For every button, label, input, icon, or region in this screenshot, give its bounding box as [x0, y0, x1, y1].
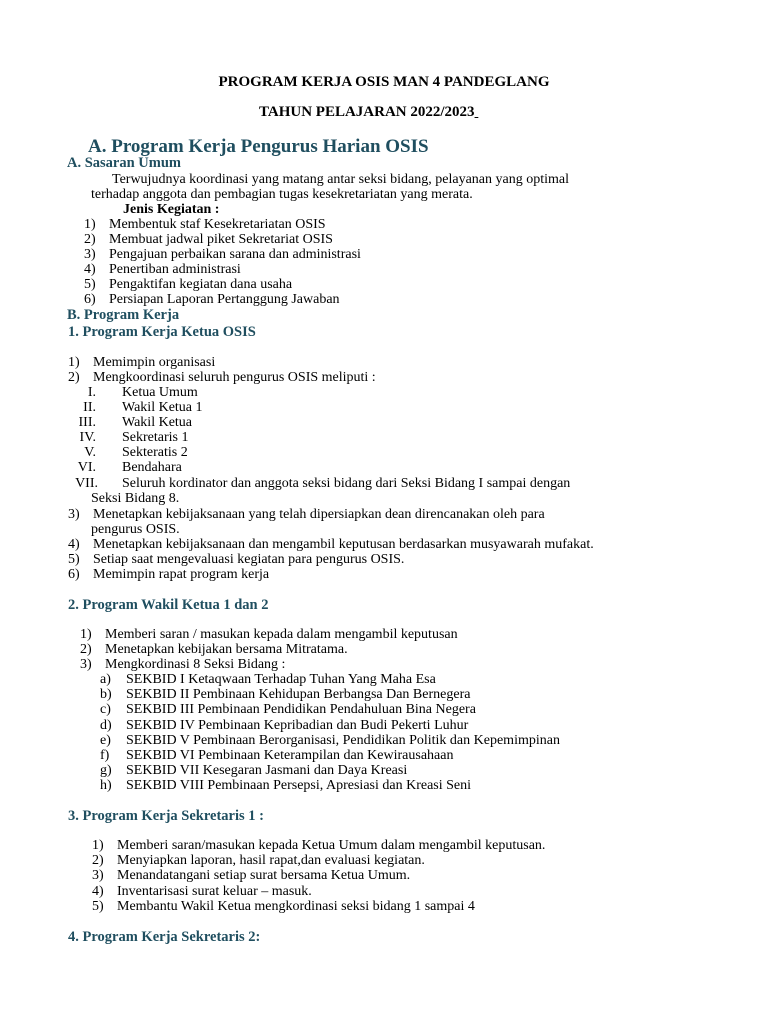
sasaran-paragraph-line1: Terwujudnya koordinasi yang matang antar seksi bidang, pelayanan yang optimal — [112, 172, 570, 187]
academic-year: TAHUN PELAJARAN 2022/2023 — [259, 104, 475, 120]
roman-item: I. Ketua Umum — [87, 385, 198, 400]
ketua-item-4: 4) Menetapkan kebijaksanaan dan mengambil keputusan berdasarkan musyawarah mufakat. — [68, 537, 594, 552]
sekbid-item: e) SEKBID V Pembinaan Berorganisasi, Pendidikan Politik dan Kepemimpinan — [100, 733, 560, 748]
ketua-item-5: 5) Setiap saat mengevaluasi kegiatan para pengurus OSIS. — [68, 552, 405, 567]
sekbid-item: f) SEKBID VI Pembinaan Keterampilan dan Kewirausahaan — [100, 748, 454, 763]
list-item: 6) Persiapan Laporan Pertanggung Jawaban — [84, 292, 340, 307]
section-a-heading: A. Program Kerja Pengurus Harian OSIS — [88, 136, 429, 157]
list-item: 2) Menetapkan kebijakan bersama Mitratama. — [80, 642, 348, 657]
sekbid-item: g) SEKBID VII Kesegaran Jasmani dan Daya Kreasi — [100, 763, 408, 778]
list-item: 1) Memberi saran / masukan kepada dalam mengambil keputusan — [80, 627, 458, 642]
list-item: 5) Pengaktifan kegiatan dana usaha — [84, 277, 293, 292]
sekbid-item: a) SEKBID I Ketaqwaan Terhadap Tuhan Yang Maha Esa — [100, 672, 436, 687]
sekbid-item: d) SEKBID IV Pembinaan Kepribadian dan Budi Pekerti Luhur — [100, 718, 469, 733]
roman-item: II. Wakil Ketua 1 — [83, 400, 203, 415]
document-title: PROGRAM KERJA OSIS MAN 4 PANDEGLANG — [218, 74, 550, 90]
list-item: 4) Penertiban administrasi — [84, 262, 241, 277]
list-item: 4) Inventarisasi surat keluar – masuk. — [92, 884, 312, 899]
list-item: 1) Memberi saran/masukan kepada Ketua Umum dalam mengambil keputusan. — [92, 838, 546, 853]
roman-item: V. Sekteratis 2 — [84, 445, 188, 460]
list-item: 3) Menandatangani setiap surat bersama Ketua Umum. — [92, 868, 411, 883]
roman-item: III. Wakil Ketua — [78, 415, 193, 430]
sekretaris-1-heading: 3. Program Kerja Sekretaris 1 : — [68, 808, 264, 824]
sekbid-item: b) SEKBID II Pembinaan Kehidupan Berbangsa Dan Bernegera — [100, 687, 471, 702]
sasaran-umum-heading: A. Sasaran Umum — [67, 155, 181, 171]
trailing-underline — [475, 104, 479, 120]
wakil-ketua-heading: 2. Program Wakil Ketua 1 dan 2 — [68, 597, 269, 613]
list-item: 3) Pengajuan perbaikan sarana dan administrasi — [84, 247, 361, 262]
list-item: 1) Membentuk staf Kesekretariatan OSIS — [84, 217, 326, 232]
ketua-item-1: 1) Memimpin organisasi — [68, 355, 216, 370]
list-item: 5) Membantu Wakil Ketua mengkordinasi seksi bidang 1 sampai 4 — [92, 899, 475, 914]
section-b-heading: B. Program Kerja — [67, 307, 180, 323]
sekbid-item: c) SEKBID III Pembinaan Pendidikan Pendahuluan Bina Negera — [100, 702, 476, 717]
document-subtitle — [259, 103, 478, 121]
roman-item: VI. Bendahara — [77, 460, 182, 475]
sekbid-item: h) SEKBID VIII Pembinaan Persepsi, Apresiasi dan Kreasi Seni — [100, 778, 472, 793]
roman-item: IV. Sekretaris 1 — [79, 430, 189, 445]
roman-item-continuation: Seksi Bidang 8. — [91, 491, 180, 506]
list-item: 3) Mengkordinasi 8 Seksi Bidang : — [80, 657, 286, 672]
list-item: 2) Menyiapkan laporan, hasil rapat,dan evaluasi kegiatan. — [92, 853, 425, 868]
jenis-kegiatan-label: Jenis Kegiatan : — [123, 202, 220, 217]
ketua-item-3: 3) Menetapkan kebijaksanaan yang telah dipersiapkan dean direncanakan oleh para — [68, 507, 545, 522]
ketua-osis-heading: 1. Program Kerja Ketua OSIS — [68, 324, 256, 340]
sasaran-paragraph-line2: terhadap anggota dan pembagian tugas kesekretariatan yang merata. — [91, 187, 473, 202]
ketua-item-3-continuation: pengurus OSIS. — [91, 522, 180, 537]
ketua-item-6: 6) Memimpin rapat program kerja — [68, 567, 270, 582]
ketua-item-2: 2) Mengkoordinasi seluruh pengurus OSIS meliputi : — [68, 370, 376, 385]
roman-item: VII. Seluruh kordinator dan anggota seksi bidang dari Seksi Bidang I sampai dengan — [75, 476, 571, 491]
list-item: 2) Membuat jadwal piket Sekretariat OSIS — [84, 232, 333, 247]
sekretaris-2-heading: 4. Program Kerja Sekretaris 2: — [68, 929, 261, 945]
